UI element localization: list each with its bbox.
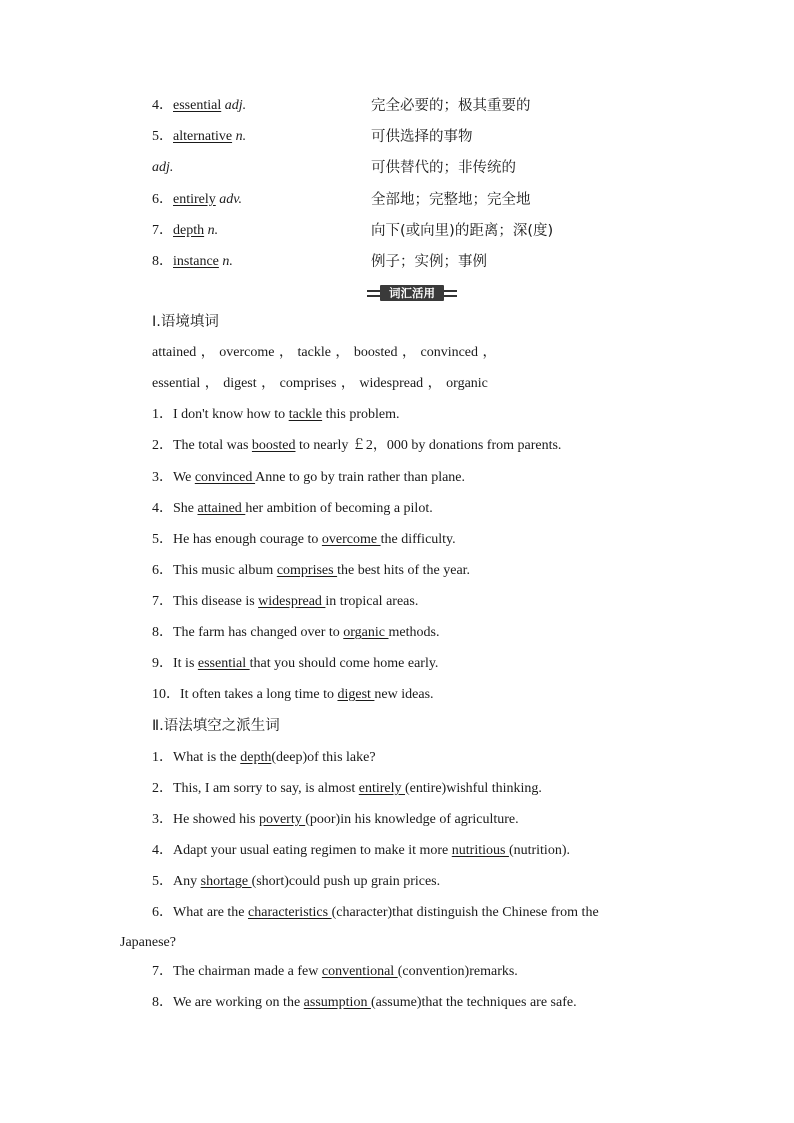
- item-post: her ambition of becoming a pilot.: [245, 501, 433, 516]
- item-answer: nutritious: [451, 843, 509, 858]
- section1-title: Ⅰ.语境填词: [152, 314, 219, 330]
- exercise-item: [152, 593, 418, 611]
- item-num: 2．: [152, 781, 173, 796]
- vocab-num: 7．: [152, 223, 173, 238]
- item-pre: It often takes a long time to: [180, 687, 338, 702]
- item-pre: What is the: [173, 750, 241, 765]
- vocab-pos: adj.: [152, 160, 174, 175]
- item-num: 6．: [152, 563, 173, 578]
- exercise-item: [152, 904, 599, 922]
- vocab-pos: n.: [235, 129, 247, 144]
- exercise-item: [152, 655, 438, 673]
- section-banner: [367, 285, 457, 301]
- item-pre: This disease is: [173, 594, 259, 609]
- item-pre: It is: [173, 656, 198, 671]
- item-pre: The total was: [173, 438, 252, 453]
- item-answer: organic: [343, 625, 389, 640]
- exercise-item: [152, 624, 439, 642]
- vocab-row: [152, 97, 246, 115]
- item-num: 2．: [152, 438, 173, 453]
- item-num: 4．: [152, 843, 173, 858]
- item-answer: tackle: [288, 407, 323, 422]
- item-pre: He has enough courage to: [173, 532, 322, 547]
- item-num: 6．: [152, 905, 173, 920]
- item-answer: attained: [197, 501, 246, 516]
- item-post: in tropical areas.: [325, 594, 419, 609]
- vocab-word: depth: [173, 223, 205, 238]
- vocab-pos: adj.: [224, 98, 247, 113]
- exercise-item: [152, 963, 518, 981]
- exercise-item: [152, 873, 440, 891]
- exercise-item: [152, 500, 433, 518]
- item-post: Anne to go by train rather than plane.: [255, 470, 466, 485]
- item-pre: The chairman made a few: [173, 964, 322, 979]
- item-answer: comprises: [276, 563, 338, 578]
- vocab-meaning: 可供选择的事物: [371, 129, 473, 145]
- item-post: (convention)remarks.: [397, 964, 518, 979]
- item-post: to nearly ￡2，000 by donations from parents.: [295, 438, 562, 453]
- item-pre: This music album: [173, 563, 277, 578]
- vocab-pos: n.: [222, 254, 233, 269]
- vocab-word: essential: [173, 98, 222, 113]
- item-num: 9．: [152, 656, 173, 671]
- item-num: 10．: [152, 687, 180, 702]
- exercise-item: [152, 437, 561, 455]
- vocab-row: [152, 128, 246, 146]
- item-num: 5．: [152, 874, 173, 889]
- exercise-item: [152, 406, 400, 424]
- vocab-meaning: 例子；实例；事例: [371, 254, 487, 270]
- exercise-item: [152, 562, 470, 580]
- item-answer: depth: [240, 750, 272, 765]
- exercise-item: [152, 531, 456, 549]
- item-num: 3．: [152, 812, 173, 827]
- word-bank-line1: attained ， overcome ， tackle ， boosted ， convinced ，: [152, 345, 497, 360]
- exercise-item: [152, 686, 434, 704]
- item-post: the best hits of the year.: [337, 563, 471, 578]
- vocab-word: alternative: [173, 129, 233, 144]
- item-pre: This, I am sorry to say, is almost: [173, 781, 359, 796]
- item-answer: essential: [197, 656, 250, 671]
- item-pre: I don't know how to: [173, 407, 289, 422]
- vocab-word: instance: [173, 254, 219, 269]
- item-post: (entire)wishful thinking.: [405, 781, 542, 796]
- item-num: 7．: [152, 594, 173, 609]
- item-post: this problem.: [322, 407, 400, 422]
- vocab-num: 4．: [152, 98, 173, 113]
- item-answer: digest: [337, 687, 375, 702]
- vocab-num: 8．: [152, 254, 173, 269]
- item-post: (nutrition).: [508, 843, 570, 858]
- banner-label: 词汇活用: [389, 286, 435, 300]
- vocab-num: 5．: [152, 129, 173, 144]
- item-post: (character)that distinguish the Chinese from the: [331, 905, 599, 920]
- item-answer: widespread: [258, 594, 326, 609]
- vocab-row: [152, 191, 242, 209]
- vocab-pos: n.: [207, 223, 219, 238]
- word-bank-line2: essential ， digest ， comprises ， widespread ， organic: [152, 376, 488, 391]
- vocab-meaning: 完全必要的；极其重要的: [371, 98, 531, 114]
- vocab-row: [152, 253, 233, 271]
- exercise-item: [152, 780, 542, 798]
- item-pre: The farm has changed over to: [173, 625, 344, 640]
- vocab-word: entirely: [173, 192, 216, 207]
- vocab-row: [152, 222, 218, 240]
- exercise-item: [152, 469, 465, 487]
- vocab-row: [152, 159, 173, 177]
- exercise-item: [152, 994, 577, 1012]
- item-answer: entirely: [358, 781, 406, 796]
- exercise-item: [152, 811, 519, 829]
- item-num: 7．: [152, 964, 173, 979]
- item-pre: Adapt your usual eating regimen to make it more: [173, 843, 452, 858]
- item-post: (deep)of this lake?: [271, 750, 376, 765]
- item-post: (short)could push up grain prices.: [251, 874, 441, 889]
- item-answer: assumption: [303, 995, 371, 1010]
- item-num: 4．: [152, 501, 173, 516]
- item-post: that you should come home early.: [249, 656, 439, 671]
- item-post: (poor)in his knowledge of agriculture.: [305, 812, 519, 827]
- vocab-pos: adv.: [219, 192, 242, 207]
- item-pre: He showed his: [173, 812, 259, 827]
- exercise-item-continuation: Japanese?: [120, 935, 176, 950]
- item-num: 5．: [152, 532, 173, 547]
- exercise-item: [152, 842, 570, 860]
- vocab-num: 6．: [152, 192, 173, 207]
- vocab-meaning: 向下(或向里)的距离；深(度): [371, 223, 554, 239]
- item-answer: conventional: [321, 964, 398, 979]
- item-num: 8．: [152, 995, 173, 1010]
- vocab-meaning: 可供替代的；非传统的: [371, 160, 516, 176]
- item-post: new ideas.: [374, 687, 434, 702]
- item-pre: What are the: [173, 905, 249, 920]
- item-pre: We are working on the: [173, 995, 304, 1010]
- item-num: 1．: [152, 407, 173, 422]
- item-pre: We: [173, 470, 195, 485]
- section2-title: Ⅱ.语法填空之派生词: [152, 718, 280, 734]
- item-answer: poverty: [258, 812, 306, 827]
- item-post: methods.: [388, 625, 440, 640]
- item-pre: She: [173, 501, 198, 516]
- item-pre: Any: [173, 874, 201, 889]
- item-answer: convinced: [194, 470, 256, 485]
- item-answer: shortage: [200, 874, 252, 889]
- vocab-meaning: 全部地；完整地；完全地: [371, 192, 531, 208]
- item-answer: overcome: [321, 532, 381, 547]
- item-num: 3．: [152, 470, 173, 485]
- item-post: the difficulty.: [380, 532, 456, 547]
- item-answer: characteristics: [248, 905, 332, 920]
- exercise-item: [152, 749, 376, 767]
- item-answer: boosted: [251, 438, 296, 453]
- item-num: 1．: [152, 750, 173, 765]
- item-num: 8．: [152, 625, 173, 640]
- item-post: (assume)that the techniques are safe.: [370, 995, 577, 1010]
